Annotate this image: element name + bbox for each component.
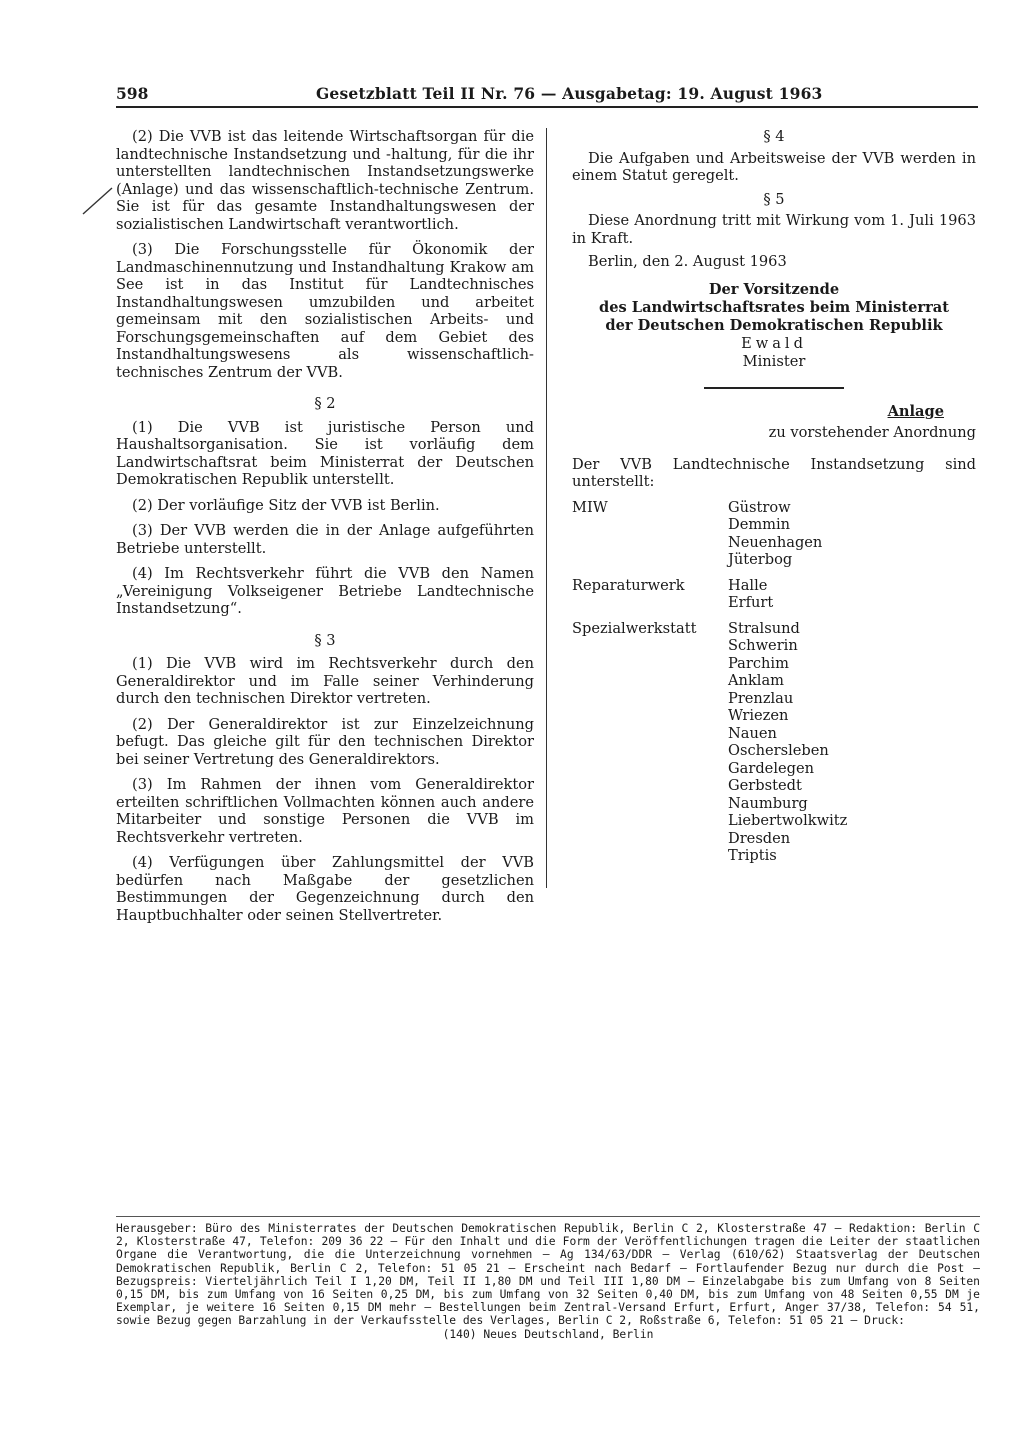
annex-place: Erfurt — [728, 594, 774, 611]
paragraph-4: Die Aufgaben und Arbeitsweise der VVB werden in einem Statut geregelt. — [572, 149, 976, 184]
section-5-title: § 5 — [763, 190, 785, 208]
annex-intro: Der VVB Landtechnische Instandsetzung sind unterstellt: — [572, 455, 976, 490]
signature-rule — [704, 387, 844, 389]
footer-rule — [116, 1216, 980, 1217]
paragraph-2-2: (2) Der vorläufige Sitz der VVB ist Berlin. — [132, 496, 440, 514]
column-divider — [546, 128, 547, 888]
annex-place: Stralsund — [728, 619, 800, 637]
margin-pen-mark — [80, 186, 114, 216]
annex-place: Schwerin — [728, 637, 798, 654]
signature-block — [572, 281, 976, 371]
paragraph-5: Diese Anordnung tritt mit Wirkung vom 1. Juli 1963 in Kraft. — [572, 212, 976, 247]
annex-category: MIW — [572, 498, 608, 516]
date-line: Berlin, den 2. August 1963 — [588, 253, 787, 270]
annex-group — [572, 577, 976, 612]
imprint-footer — [116, 1222, 980, 1341]
paragraph-2-3: (3) Der VVB werden die in der Anlage aufgeführten Betriebe unterstellt. — [116, 522, 534, 557]
annex-category: Reparaturwerk — [572, 576, 685, 594]
paragraph-3-1: (1) Die VVB wird im Rechtsverkehr durch den Generaldirektor und im Falle seiner Verhinderung durch den technischen Direktor vertreten. — [116, 655, 534, 707]
page-number: 598 — [116, 84, 149, 103]
signature-line-1: Der Vorsitzende — [708, 280, 840, 298]
signatory-name: Ewald — [741, 334, 807, 352]
annex-place: Naumburg — [728, 794, 808, 812]
annex-place: Prenzlau — [728, 689, 794, 707]
annex-place: Triptis — [728, 847, 777, 864]
signature-line-2: des Landwirtschaftsrates beim Ministerrat — [599, 298, 949, 316]
header-title: Gesetzblatt Teil II Nr. 76 — Ausgabetag: 19. August 1963 — [316, 84, 823, 103]
section-3-title: § 3 — [314, 631, 336, 649]
annex-place: Anklam — [728, 672, 784, 689]
annex-place: Oschersleben — [728, 742, 829, 759]
annex-place: Halle — [728, 576, 768, 594]
left-column — [116, 128, 534, 932]
section-4-title: § 4 — [763, 128, 785, 145]
header-rule — [116, 106, 978, 108]
annex-place: Gardelegen — [728, 759, 814, 777]
paragraph-3-2: (2) Der Generaldirektor ist zur Einzelzeichnung befugt. Das gleiche gilt für den technischen Direktor bei seiner Vertretung des Generaldirektors. — [116, 715, 534, 768]
annex-place: Neuenhagen — [728, 533, 823, 551]
annex-place: Parchim — [728, 654, 789, 672]
paragraph-2-4: (4) Im Rechtsverkehr führt die VVB den Namen „Vereinigung Volkseigener Betriebe Landtechnische Instandsetzung“. — [116, 565, 534, 617]
annex-place: Dresden — [728, 829, 791, 847]
annex-place: Liebertwolkwitz — [728, 812, 848, 829]
annex-place: Demmin — [728, 516, 791, 533]
paragraph-1-2: (2) Die VVB ist das leitende Wirtschaftsorgan für die landtechnische Instandsetzung und -haltung, für die ihr unterstellten landtechnischen Instandsetzungswerke (Anlage) und das wissenschaftlich-technische Zentrum. Sie ist für das gesamte Instandhaltungswesen der sozialistischen Landwirtschaft verantwortlich. — [116, 128, 534, 233]
annex-place-list — [728, 577, 773, 612]
annex-place: Wriezen — [728, 707, 789, 724]
section-2-title: § 2 — [314, 395, 336, 412]
imprint-printer: (140) Neues Deutschland, Berlin — [442, 1327, 654, 1341]
paragraph-3-4: (4) Verfügungen über Zahlungsmittel der VVB bedürfen nach Maßgabe der gesetzlichen Bestimmungen der Gegenzeichnung durch den Hauptbuchhalter oder seinen Stellvertreter. — [116, 854, 534, 924]
paragraph-1-3: (3) Die Forschungsstelle für Ökonomik der Landmaschinennutzung und Instandhaltung Krakow am See ist in das Institut für Landtechnisches Instandhaltungswesen umzubilden und arbeitet gemeinsam mit den sozialistischen Arbeits- und Forschungsgemeinschaften auf dem Gebiet des Instandhaltungswesens als wissenschaftlich-technisches Zentrum der VVB. — [116, 241, 534, 381]
annex-title: Anlage — [887, 402, 944, 420]
signatory-role: Minister — [742, 352, 806, 370]
annex-place: Jüterbog — [728, 551, 793, 568]
annex-category: Spezialwerkstatt — [572, 619, 697, 637]
imprint-text: Herausgeber: Büro des Ministerrates der Deutschen Demokratischen Republik, Berlin C 2, Klosterstraße 47 — Redaktion: Berlin C 2, Klosterstraße 47, Telefon: 209 36 22 — Für den Inhalt und die Form der Veröffentlichungen tragen die Leiter der staatlichen Organe die Verantwortung, die die Unterzeichnung vornehmen — Ag 134/63/DDR — Verlag (610/62) Staatsverlag der Deutschen Demokratischen Republik, Berlin C 2, Telefon: 51 05 21 — Erscheint nach Bedarf — Fortlaufender Bezug nur durch die Post — Bezugspreis: Vierteljährlich Teil I 1,20 DM, Teil II 1,80 DM und Teil III 1,80 DM — Einzelabgabe bis zum Umfang von 8 Seiten 0,15 DM, bis zum Umfang von 16 Seiten 0,25 DM, bis zum Umfang von 32 Seiten 0,40 DM, bis zum Umfang von 48 Seiten 0,55 DM je Exemplar, je weitere 16 Seiten 0,15 DM mehr — Bestellungen beim Zentral-Versand Erfurt, Erfurt, Anger 37/38, Telefon: 54 51, sowie Bezug gegen Barzahlung in der Verkaufsstelle des Verlages, Berlin C 2, Roßstraße 6, Telefon: 51 05 21 — Druck: — [116, 1222, 980, 1328]
annex-group — [572, 620, 976, 865]
paragraph-2-1: (1) Die VVB ist juristische Person und Haushaltsorganisation. Sie ist vorläufig dem Landwirtschaftsrat beim Ministerrat der Deutschen Demokratischen Republik unterstellt. — [116, 418, 534, 488]
paragraph-3-3: (3) Im Rahmen der ihnen vom Generaldirektor erteilten schriftlichen Vollmachten können auch andere Mitarbeiter und sonstige Personen die VVB im Rechtsverkehr vertreten. — [116, 776, 534, 846]
annex-place: Güstrow — [728, 498, 791, 516]
annex-subtitle: zu vorstehender Anordnung — [768, 424, 976, 441]
annex-place: Nauen — [728, 724, 777, 742]
annex-place-list — [728, 499, 822, 569]
signature-line-3: der Deutschen Demokratischen Republik — [605, 316, 943, 334]
annex-place-list — [728, 620, 847, 865]
annex-place: Gerbstedt — [728, 777, 802, 794]
right-column — [572, 128, 976, 873]
annex-group — [572, 499, 976, 569]
